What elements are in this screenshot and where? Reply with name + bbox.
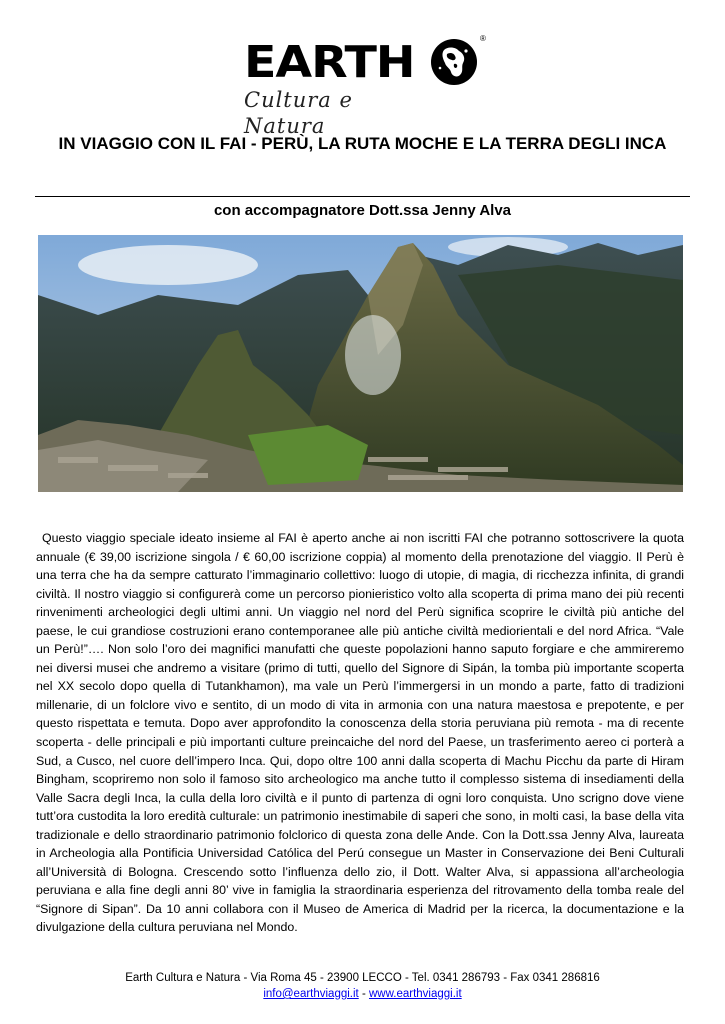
- globe-icon: [430, 38, 478, 86]
- page-title: IN VIAGGIO CON IL FAI - PERÙ, LA RUTA MOCHE E LA TERRA DEGLI INCA: [58, 134, 667, 153]
- logo-wordmark: EARTH: [244, 37, 415, 88]
- logo-tagline: Cultura e Natura: [244, 88, 353, 138]
- footer-separator: -: [358, 988, 369, 1000]
- page-footer: [30, 970, 695, 1002]
- footer-address: Earth Cultura e Natura - Via Roma 45 - 23900 LECCO - Tel. 0341 286793 - Fax 0341 286816: [125, 972, 600, 984]
- machu-picchu-photo: [38, 235, 683, 492]
- page-subtitle: con accompagnatore Dott.ssa Jenny Alva: [213, 202, 512, 219]
- body-text: Questo viaggio speciale ideato insieme al FAI è aperto anche ai non iscritti FAI che potranno sottoscrivere la quota annuale (€ 39,00 iscrizione singola / € 60,00 iscrizione coppia) al momento della prenotazione del viaggio. Il Perù è una terra che ha da sempre catturato l’immaginario collettivo: luogo di utopie, di magia, di ricchezza infinita, di grandi civiltà. Il nostro viaggio si configurerà come un percorso pionieristico volto alla scoperta di prima mano dei più recenti rinvenimenti archeologici degli ultimi anni. Un viaggio nel nord del Perù significa scoprire le civiltà più antiche del paese, le cui grandiose costruzioni erano contemporanee alle più antiche civiltà mediorientali e del nord Africa. “Vale un Perù!”…. Non solo l’oro dei magnifici manufatti che queste popolazioni hanno saputo forgiare e che ammireremo nei diversi musei che andremo a visitare (primo di tutti, quello del Signore di Sipán, la tomba più importante scoperta nel XX secolo dopo quella di Tutankhamon), ma vale un Perù l’immergersi in un mondo a parte, fatto di tradizioni millenarie, di un folclore vivo e sentito, di un modo di vita in armonia con una natura maestosa e prepotente, e per questo rispettata e temuta. Dopo aver approfondito la conoscenza della storia peruviana più remota - ma di recente scoperta - delle principali e più importanti culture preincaiche del nord del Paese, un trasferimento aereo ci porterà a Sud, a Cusco, nel cuore dell’impero Inca. Qui, dopo oltre 100 anni dalla scoperta di Machu Picchu da parte di Hiram Bingham, scopriremo non solo il famoso sito archeologico ma anche tutto il complesso sistema di insediamenti della Valle Sacra degli Inca, la culla della loro civiltà e il punto di partenza di ogni loro conquista. Uno scrigno dove viene tutt’ora custodita la loro eredità culturale: un patrimonio inestimabile di saperi che sono, in molti casi, la base della vita tradizionale e dello straordinario patrimonio folclorico di questa zona delle Ande. Con la Dott.ssa Jenny Alva, laureata in Archeologia alla Pontificia Universidad Católica del Perú consegue un Master in Conservazione dei Beni Culturali all’Università di Bologna. Crescendo sotto l’influenza dello zio, il Dott. Walter Alva, si appassiona all’archeologia peruviana e alla fine degli anni 80’ vive in famiglia la straordinaria esperienza del ritrovamento della tomba reale del “Signore di Sipan”. Da 10 anni collabora con il Museo de America di Madrid per la ricerca, la documentazione e la divulgazione della cultura peruviana nel Mondo.: [36, 531, 684, 935]
- registered-mark: ®: [480, 34, 486, 43]
- website-link[interactable]: www.earthviaggi.it: [368, 988, 462, 1000]
- earth-logo: [244, 30, 494, 138]
- title-divider: [35, 196, 690, 197]
- footer-links: [30, 986, 695, 1002]
- email-link[interactable]: info@earthviaggi.it: [263, 988, 359, 1000]
